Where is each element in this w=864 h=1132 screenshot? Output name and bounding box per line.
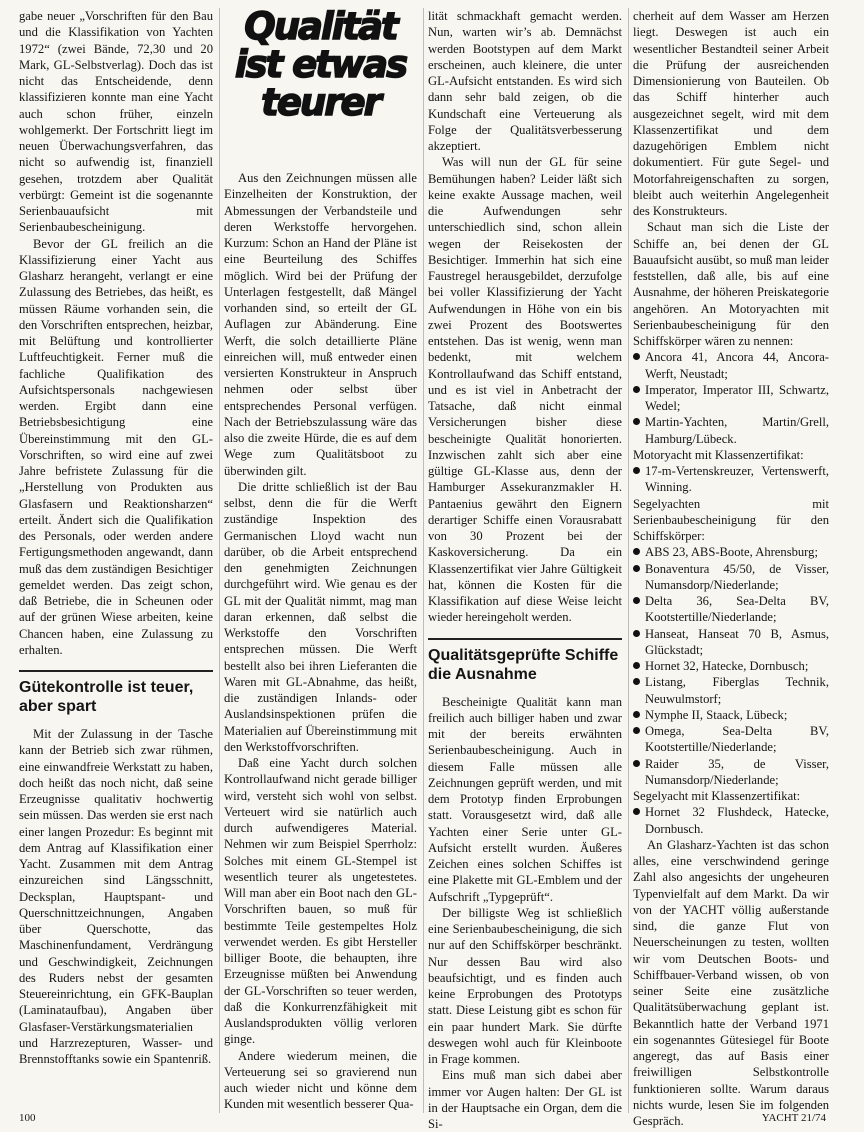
bullet-icon	[633, 353, 640, 360]
article-column-2	[224, 5, 417, 1113]
bullet-icon	[633, 678, 640, 685]
paragraph: Daß eine Yacht durch solchen Kontrollaufwand nicht gerade billiger wird, versteht sich wohl von selbst. Verteuert wird sie natürlich auch durch aufwendigeres Material. Nehmen wir zum Beispiel Sperrholz: Solches mit einem GL-Stempel ist wesentlich teurer als ungetestetes. Will man aber ein Boot nach den GL-Vorschriften bauen, so muß für bestimmte Teile gestempeltes Holz verwendet werden. Es gibt Hersteller billiger Boote, die behaupten, ihre Erzeugnisse müßten bei Anwendung der GL-Vorschriften so teuer werden, daß die Konkurrenzfähigkeit mit Auslandsprodukten völlig verloren ginge.	[224, 756, 417, 1047]
paragraph: Eins muß man sich dabei aber immer vor Augen halten: Der GL ist in der Hauptsache ein Organ, dem die Si-	[428, 1068, 622, 1131]
bullet-icon	[633, 711, 640, 718]
list-subheading: Segelyachten mit Serienbaubescheinigung für den Schiffskörper:	[633, 496, 829, 543]
section-heading: Qualitätsgeprüfte Schiffe die Ausnahme	[428, 638, 622, 684]
column-separator	[219, 8, 220, 1113]
list-item: Listang, Fiberglas Technik, Neuwulmstorf;	[633, 674, 829, 707]
list-item: Imperator, Imperator III, Schwartz, Wedel;	[633, 382, 829, 415]
bullet-icon	[633, 467, 640, 474]
column-separator	[628, 8, 629, 1113]
list-subheading: Segelyacht mit Klassenzertifikat:	[633, 789, 801, 803]
paragraph: Der billigste Weg ist schließlich eine Serienbaubescheinigung, die sich nur auf den Schiffskörper beschränkt. Nur dessen Bau wird also beaufsichtigt, und es finden auch keine Erprobungen des Prototyps statt. Diese Leistung gibt es schon für ein paar hundert Mark. Sie dürfte deswegen wohl auch für Kleinboote in Frage kommen.	[428, 905, 622, 1066]
bullet-icon	[633, 727, 640, 734]
list-item: ABS 23, ABS-Boote, Ahrensburg;	[633, 544, 829, 560]
list-subheading: Motoryacht mit Klassenzertifikat:	[633, 447, 804, 462]
article-column-1	[19, 8, 213, 1067]
list-item: Martin-Yachten, Martin/Grell, Hamburg/Lübeck.	[633, 414, 829, 447]
bullet-icon	[633, 597, 640, 604]
column-separator	[423, 8, 424, 1113]
paragraph: Andere wiederum meinen, die Verteuerung sei so gravierend nun auch wieder nicht und könne dem Kunden mit wesentlich besserer Qua-	[224, 1048, 417, 1112]
list-item: Ancora 41, Ancora 44, Ancora-Werft, Neustadt;	[633, 349, 829, 382]
page-number: 100	[19, 1112, 36, 1124]
bullet-icon	[633, 662, 640, 669]
article-title	[224, 5, 417, 158]
bullet-icon	[633, 548, 640, 555]
list-item: Bonaventura 45/50, de Visser, Numansdorp/Niederlande;	[633, 561, 829, 594]
list-item: 17-m-Vertenskreuzer, Vertenswerft, Winning.	[633, 463, 829, 496]
bullet-icon	[633, 808, 640, 815]
list-item: Hornet 32 Flushdeck, Hatecke, Dornbusch.	[633, 804, 829, 837]
paragraph: Was will nun der GL für seine Bemühungen haben? Leider läßt sich keine exakte Aussage machen, weil die Aufwendungen sehr unterschiedlich sind, schon allein wegen der Reisekosten der Besichtiger. Immerhin hat sich eine Faustregel herausgebildet, derzufolge bei voller Klassifizierung der Yacht Aufwendungen in Höhe von ein bis zwei Prozent des Bootswertes entstehen. Das ist wenig, wenn man bedenkt, mit welchem Kontrollaufwand das Schiff entstand, und es ist viel in Anbetracht der Tatsache, daß nicht einmal Versicherungen bisher diese bescheinigte Qualität honorierten. Inzwischen zahlt sich aber eine gültige GL-Klasse aus, denn der Hamburger Assekuranzmakler H. Pantaenius gewährt den Eignern derartiger Schiffe einen Vorausrabatt von 30 Prozent bei der Kaskoversicherung. Da ein Klassenzertifikat vier Jahre Gültigkeit hat, können die Kosten für die Klassifikation auf diese Weise leicht wieder hereingeholt werden.	[428, 155, 622, 625]
issue-label: YACHT 21/74	[761, 1112, 826, 1124]
paragraph: lität schmackhaft gemacht werden. Nun, warten wir’s ab. Demnächst werden Bootstypen auf dem Markt erscheinen, auch kleinere, die unter GL-Aufsicht entstanden. Es wird sich dann sehr bald zeigen, ob die Kundschaft eine Verteuerung als Folge der Qualitätsverbesserung akzeptiert.	[428, 9, 622, 153]
paragraph: Mit der Zulassung in der Tasche kann der Betrieb sich zwar rühmen, eine einwandfreie Werkstatt zu haben, doch heißt das noch nicht, daß seine Erzeugnisse qualitativ hochwertig sein müssen. Das werden sie erst nach einer langen Prozedur: Es beginnt mit dem Antrag auf Klassifikation einer Yacht. Zusammen mit dem Antrag einzureichen sind Längsschnitt, Decksplan, Hauptspant- und Querschnittzeichnungen, Angaben über Querschotte, das Maschinenfundament, Verdrängung und Geschwindigkeit, Zeichnungen des Ruders nebst der gesamten Steuereinrichtung, ein GFK-Bauplan (Laminataufbau), Angaben über Glasfaser-Verstärkungsmaterialien und Harzrezepturen, Wasser- und Brennstofftanks sowie ein Spantenriß.	[19, 727, 213, 1066]
paragraph: gabe neuer „Vorschriften für den Bau und die Klassifikation von Yachten 1972“ (zwei Bände, 72,30 und 20 Mark, GL-Selbstverlag). Doch das ist nicht das Entscheidende, denn klassifizieren konnte man eine Yacht auch schon früher, einzeln wohlgemerkt. Der Fortschritt liegt im neuen Überwachungsverfahren, das nicht so aufwendig ist, finanziell gesehen, trotzdem aber Qualität verbürgt: Gemeint ist die sogenannte Serienbauaufsicht mit Serienbaubescheinigung.	[19, 9, 213, 235]
list-item: Hanseat, Hanseat 70 B, Asmus, Glückstadt;	[633, 626, 829, 659]
bullet-icon	[633, 760, 640, 767]
article-column-3	[428, 8, 622, 1132]
paragraph: An Glasharz-Yachten ist das schon alles, eine verschwindend geringe Zahl also angesichts der ungeheuren Typenvielfalt auf dem Markt. Da wir von der YACHT völlig außerstande sind, die ganze Flut von Neuerscheinungen zu testen, wollten wir vom Deutschen Boots- und Schiffbauer-Verband wissen, ob von seiner Seite eine zusätzliche Qualitätsüberwachung geplant ist. Bekanntlich hatte der Verband 1971 ein sogenanntes Gütesiegel für Boote angeregt, das auf Basis einer freiwilligen Selbstkontrolle funktionieren sollte. Warum daraus nichts wurde, lesen Sie im folgenden Gespräch.	[633, 837, 829, 1128]
paragraph: Bescheinigte Qualität kann man freilich auch billiger haben und zwar mit der bereits erwähnten Serienbaubescheinigung. Auch in diesem Falle müssen alle Zeichnungen geprüft werden, und mit dem Prototyp finden Erprobungen statt. Vorausgesetzt wird, daß alle Yachten einer Serie unter GL-Aufsicht erstellt wurden. Äußeres Zeichen eines solchen Schiffes ist eine Plakette mit GL-Emblem und der Aufschrift „Typgeprüft“.	[428, 694, 622, 904]
list-item: Nymphe II, Staack, Lübeck;	[633, 707, 829, 723]
paragraph: Die dritte schließlich ist der Bau selbst, denn die für die Werft zuständige Inspektion des Germanischen Lloyd wacht nun darüber, ob die Arbeit entsprechend den genehmigten Zeichnungen durchgeführt wird. Wie genau es der GL mit der Qualität nimmt, mag man daran erkennen, daß selbst die Werkstoffe den Vorschriften entsprechen müssen. Die Werft bestellt also bei ihren Lieferanten die Waren mit GL-Abnahme, das heißt, die zuständigen Inlands- oder Auslandsinspektionen prüfen die Materialien auf Übereinstimmung mit den Werkstoffvorschriften.	[224, 479, 417, 754]
list-item: Delta 36, Sea-Delta BV, Kootstertille/Niederlande;	[633, 593, 829, 626]
paragraph: Bevor der GL freilich an die Klassifizierung einer Yacht aus Glasharz herangeht, verlangt er eine Zulassung des Betriebes, das heißt, es müssen Räume vorhanden sein, die den Vorschriften entsprechen, heizbar, mit Belüftung und kontrollierter Luftfeuchtigkeit. Ferner muß die fachliche Qualifikation des Aufsichtspersonals nachgewiesen werden. Ergibt dann eine Betriebsbesichtigung eine Übereinstimmung mit den GL-Vorschriften, so wird eine auf zwei Jahre befristete Zulassung für die „Herstellung von Produkten aus Glasfasern und Reaktionsharzen“ erteilt. Ändert sich die Qualifikation des Personals, oder werden andere Fertigungsmethoden angewandt, dann muß das dem zuständigen Besichtiger gemeldet werden. Das zeigt schon, daß Betriebe, die in Scheunen oder auf der grünen Wiese arbeiten, keine Chancen haben, eine Zulassung zu erhalten.	[19, 236, 213, 657]
bullet-icon	[633, 630, 640, 637]
bullet-icon	[633, 386, 640, 393]
bullet-icon	[633, 565, 640, 572]
list-item: Omega, Sea-Delta BV, Kootstertille/Niederlande;	[633, 723, 829, 756]
title-line: teurer	[261, 81, 380, 124]
list-item: Raider 35, de Visser, Numansdorp/Niederlande;	[633, 756, 829, 789]
section-heading: Gütekontrolle ist teuer, aber spart	[19, 670, 213, 716]
paragraph: Schaut man sich die Liste der Schiffe an, bei denen der GL Bauaufsicht ausübt, so muß man leider feststellen, daß alle, bis auf eine Ausnahme, der höheren Preiskategorie angehören. An Motoryachten mit Serienbaubescheinigung für den Schiffskörper wären zu nennen:	[633, 220, 829, 348]
title-line: ist etwas	[234, 43, 407, 86]
list-item: Hornet 32, Hatecke, Dornbusch;	[633, 658, 829, 674]
paragraph: cherheit auf dem Wasser am Herzen liegt. Deswegen ist auch ein wesentlicher Bestandteil seiner Arbeit die Prüfung der ausreichenden Dimensionierung von Bauteilen. Ob das Schiff hinterher auch ausgezeichnet segelt, wird mit dem Klassenzertifikat und dem dazugehörigen Emblem nicht dokumentiert. Für gute Segel- und Motorfahreigenschaften zu sorgen, bleibt auch weiterhin Angelegenheit des Konstrukteurs.	[633, 9, 829, 218]
article-column-4	[633, 8, 829, 1129]
title-line: Qualität	[244, 5, 397, 48]
bullet-icon	[633, 418, 640, 425]
paragraph: Aus den Zeichnungen müssen alle Einzelheiten der Konstruktion, der Abmessungen der Verbandsteile und deren Werkstoffe hervorgehen. Kurzum: Schon an Hand der Pläne ist eine Beurteilung des Schiffes möglich. Wird bei der Prüfung der Unterlagen festgestellt, daß Mängel vorhanden sind, so erteilt der GL Auflagen zur Abänderung. Eine Werft, die solch detaillierte Pläne einreichen will, muß entweder einen versierten Konstrukteur in Anspruch nehmen oder selbst über entsprechendes Personal verfügen. Nach der Betriebszulassung wäre das also die zweite Hürde, die es auf dem Wege zum Qualitätsboot zu überwinden gilt.	[224, 171, 417, 478]
